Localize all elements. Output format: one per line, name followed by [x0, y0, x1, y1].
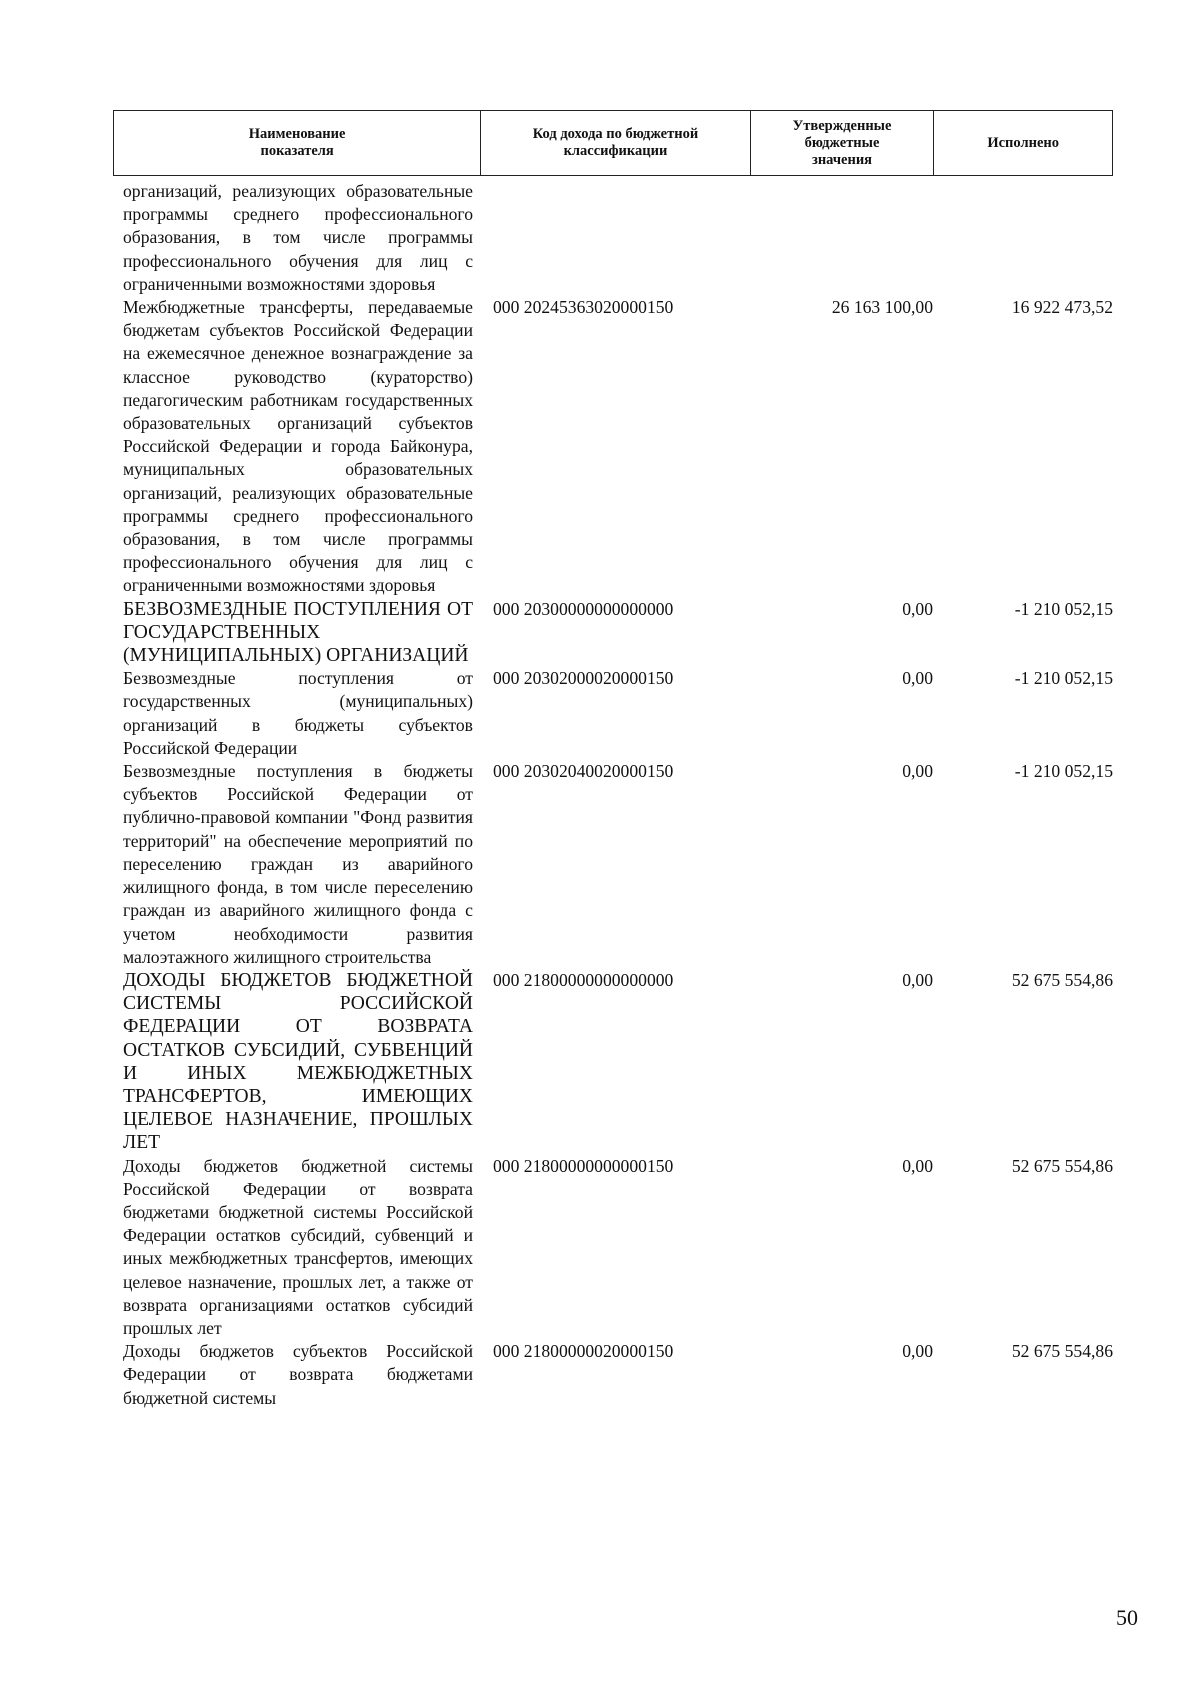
header-code: Код дохода по бюджетной классификации	[481, 111, 750, 175]
row-code: 000 21800000000000000	[493, 969, 674, 990]
row-done: 16 922 473,52	[1011, 297, 1113, 318]
row-done: 52 675 554,86	[1011, 1155, 1113, 1176]
row-name: Доходы бюджетов бюджетной системы Российской Федерации от возврата бюджетами бюджетной системы Российской Федерации остатков субсидий, субвенций и иных межбюджетных трансфертов, имеющих целевое назначение, прошлых лет, а также от возврата организациями остатков субсидий прошлых лет	[123, 1155, 473, 1338]
row-approved: 0,00	[902, 1341, 933, 1362]
row-approved: 0,00	[902, 668, 933, 689]
row-code: 000 20302040020000150	[493, 761, 674, 782]
table-row	[123, 1155, 1113, 1341]
table-body	[123, 180, 1113, 1410]
row-approved: 26 163 100,00	[831, 297, 933, 318]
row-name: организаций, реализующих образовательные программы среднего профессионального образования, в том числе программы профессионального обучения для лиц с ограниченными возможностями здоровья	[123, 181, 473, 294]
table-row	[123, 969, 1113, 1155]
row-name: Межбюджетные трансферты, передаваемые бюджетам субъектов Российской Федерации на ежемесячное денежное вознаграждение за классное руководство (кураторство) педагогическим работникам государственных образовательных организаций субъектов Российской Федерации и города Байконура, муниципальных образовательных организаций, реализующих образовательные программы среднего профессионального образования, в том числе программы профессионального обучения для лиц с ограниченными возможностями здоровья	[123, 297, 473, 596]
table-row	[123, 1340, 1113, 1410]
table-row	[123, 296, 1113, 598]
row-name: БЕЗВОЗМЕЗДНЫЕ ПОСТУПЛЕНИЯ ОТ ГОСУДАРСТВЕННЫХ (МУНИЦИПАЛЬНЫХ) ОРГАНИЗАЦИЙ	[123, 598, 473, 667]
table-row	[123, 180, 1113, 296]
row-done	[933, 180, 1113, 296]
row-done: 52 675 554,86	[1011, 969, 1113, 990]
header-name: Наименование показателя	[114, 111, 481, 175]
row-code: 000 20245363020000150	[493, 297, 674, 318]
table-row	[123, 760, 1113, 969]
row-done: -1 210 052,15	[1014, 668, 1113, 689]
row-name: ДОХОДЫ БЮДЖЕТОВ БЮДЖЕТНОЙ СИСТЕМЫ РОССИЙСКОЙ ФЕДЕРАЦИИ ОТ ВОЗВРАТА ОСТАТКОВ СУБСИДИЙ, СУБВЕНЦИЙ И ИНЫХ МЕЖБЮДЖЕТНЫХ ТРАНСФЕРТОВ, ИМЕЮЩИХ ЦЕЛЕВОЕ НАЗНАЧЕНИЕ, ПРОШЛЫХ ЛЕТ	[123, 969, 473, 1154]
row-approved: 0,00	[902, 1155, 933, 1176]
row-code: 000 20302000020000150	[493, 668, 674, 689]
table-row	[123, 667, 1113, 760]
row-done: 52 675 554,86	[1011, 1341, 1113, 1362]
row-code	[493, 180, 773, 296]
row-approved: 0,00	[902, 598, 933, 619]
table-header	[113, 110, 1113, 176]
row-name: Доходы бюджетов субъектов Российской Федерации от возврата бюджетами бюджетной системы	[123, 1341, 473, 1408]
row-approved: 0,00	[902, 761, 933, 782]
row-code: 000 21800000000000150	[493, 1155, 674, 1176]
row-name: Безвозмездные поступления от государственных (муниципальных) организаций в бюджеты субъектов Российской Федерации	[123, 668, 473, 758]
row-approved	[773, 180, 933, 296]
row-name: Безвозмездные поступления в бюджеты субъектов Российской Федерации от публично-правовой компании "Фонд развития территорий" на обеспечение мероприятий по переселению граждан из аварийного жилищного фонда, в том числе переселению граждан из аварийного жилищного фонда с учетом необходимости развития малоэтажного жилищного строительства	[123, 761, 473, 967]
row-code: 000 21800000020000150	[493, 1341, 674, 1362]
row-done: -1 210 052,15	[1014, 598, 1113, 619]
table-row	[123, 598, 1113, 668]
header-done: Исполнено	[987, 134, 1059, 151]
row-code: 000 20300000000000000	[493, 598, 674, 619]
row-approved: 0,00	[902, 969, 933, 990]
row-done: -1 210 052,15	[1014, 761, 1113, 782]
header-approved: Утвержденные бюджетные значения	[751, 111, 935, 175]
page-number: 50	[1116, 1605, 1138, 1630]
